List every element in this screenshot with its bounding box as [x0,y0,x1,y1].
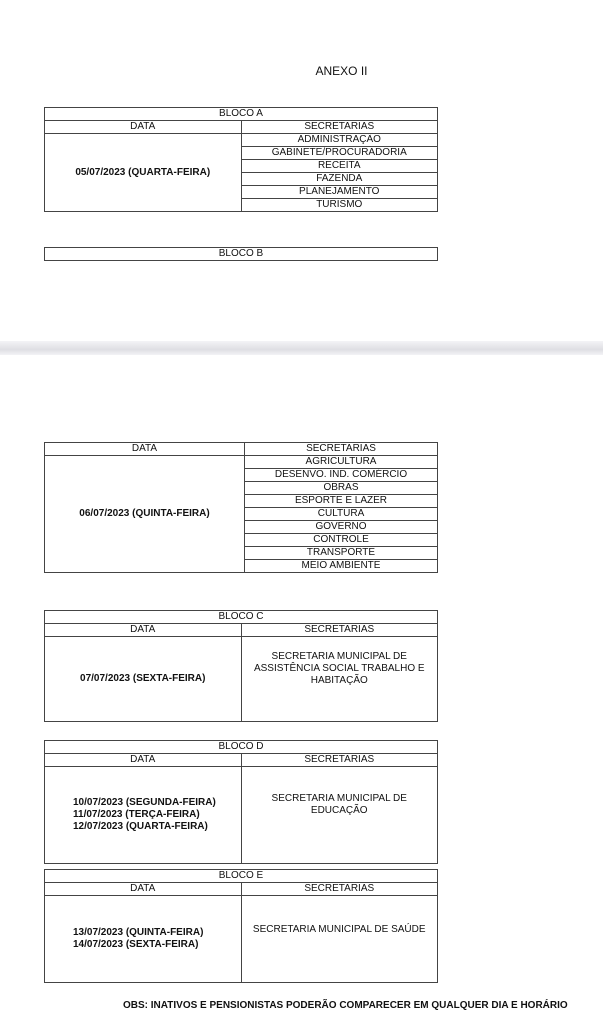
bloco-c-date: 07/07/2023 (SEXTA-FEIRA) [45,637,242,722]
secretaria-item: ADMINISTRAÇÃO [241,134,438,147]
secretaria-item: CONTROLE [245,534,438,547]
bloco-b-date: 06/07/2023 (QUINTA-FEIRA) [45,456,245,573]
data-header: DATA [45,443,245,456]
secretaria-item: ESPORTE E LAZER [245,495,438,508]
bloco-e-table [44,869,438,983]
secretaria-item: OBRAS [245,482,438,495]
secretaria-item: MEIO AMBIENTE [245,560,438,573]
date-line: 13/07/2023 (QUINTA-FEIRA) [73,927,204,938]
secretaria-item: DESENVO. IND. COMÉRCIO [245,469,438,482]
bloco-c-table [44,610,438,722]
secretarias-header: SECRETARIAS [241,121,438,134]
date-line: 14/07/2023 (SEXTA-FEIRA) [73,939,199,950]
date-line: 11/07/2023 (TERÇA-FEIRA) [73,809,200,820]
data-header: DATA [45,121,242,134]
secretaria-item: GABINETE/PROCURADORIA [241,147,438,160]
secretaria-item: GOVERNO [245,521,438,534]
bloco-d-dates [45,767,242,864]
secretaria-item: AGRICULTURA [245,456,438,469]
secretaria-item: TRANSPORTE [245,547,438,560]
secretaria-item: TURISMO [241,199,438,212]
bloco-a-title: BLOCO A [45,108,438,121]
bloco-d-title: BLOCO D [45,741,438,754]
bloco-c-secretaria: SECRETARIA MUNICIPAL DE ASSISTÊNCIA SOCIAL TRABALHO E HABITAÇÃO [241,637,438,722]
secretarias-header: SECRETARIAS [241,754,438,767]
data-header: DATA [45,624,242,637]
secretarias-header: SECRETARIAS [245,443,438,456]
bloco-a-table [44,107,438,212]
data-header: DATA [45,883,242,896]
date-line: 12/07/2023 (QUARTA-FEIRA) [73,821,208,832]
secretaria-item: PLANEJAMENTO [241,186,438,199]
secretaria-item: RECEITA [241,160,438,173]
bloco-e-title: BLOCO E [45,870,438,883]
bloco-e-dates [45,896,242,983]
bloco-e-secretaria: SECRETARIA MUNICIPAL DE SAÚDE [241,896,438,983]
secretaria-item: CULTURA [245,508,438,521]
bloco-d-secretaria: SECRETARIA MUNICIPAL DE EDUCAÇÃO [241,767,438,864]
page-break [0,341,603,355]
bloco-b-table [44,442,438,573]
bloco-d-table [44,740,438,864]
bloco-a-date: 05/07/2023 (QUARTA-FEIRA) [45,134,242,212]
date-line: 10/07/2023 (SEGUNDA-FEIRA) [73,797,216,808]
bloco-b-header-table [44,247,438,261]
bloco-b-title: BLOCO B [45,248,438,261]
page-title: ANEXO II [315,64,368,78]
data-header: DATA [45,754,242,767]
bloco-c-title: BLOCO C [45,611,438,624]
secretarias-header: SECRETARIAS [241,624,438,637]
secretaria-item: FAZENDA [241,173,438,186]
obs-note: OBS: INATIVOS E PENSIONISTAS PODERÃO COMPARECER EM QUALQUER DIA E HORÁRIO [123,1000,568,1011]
secretarias-header: SECRETARIAS [241,883,438,896]
